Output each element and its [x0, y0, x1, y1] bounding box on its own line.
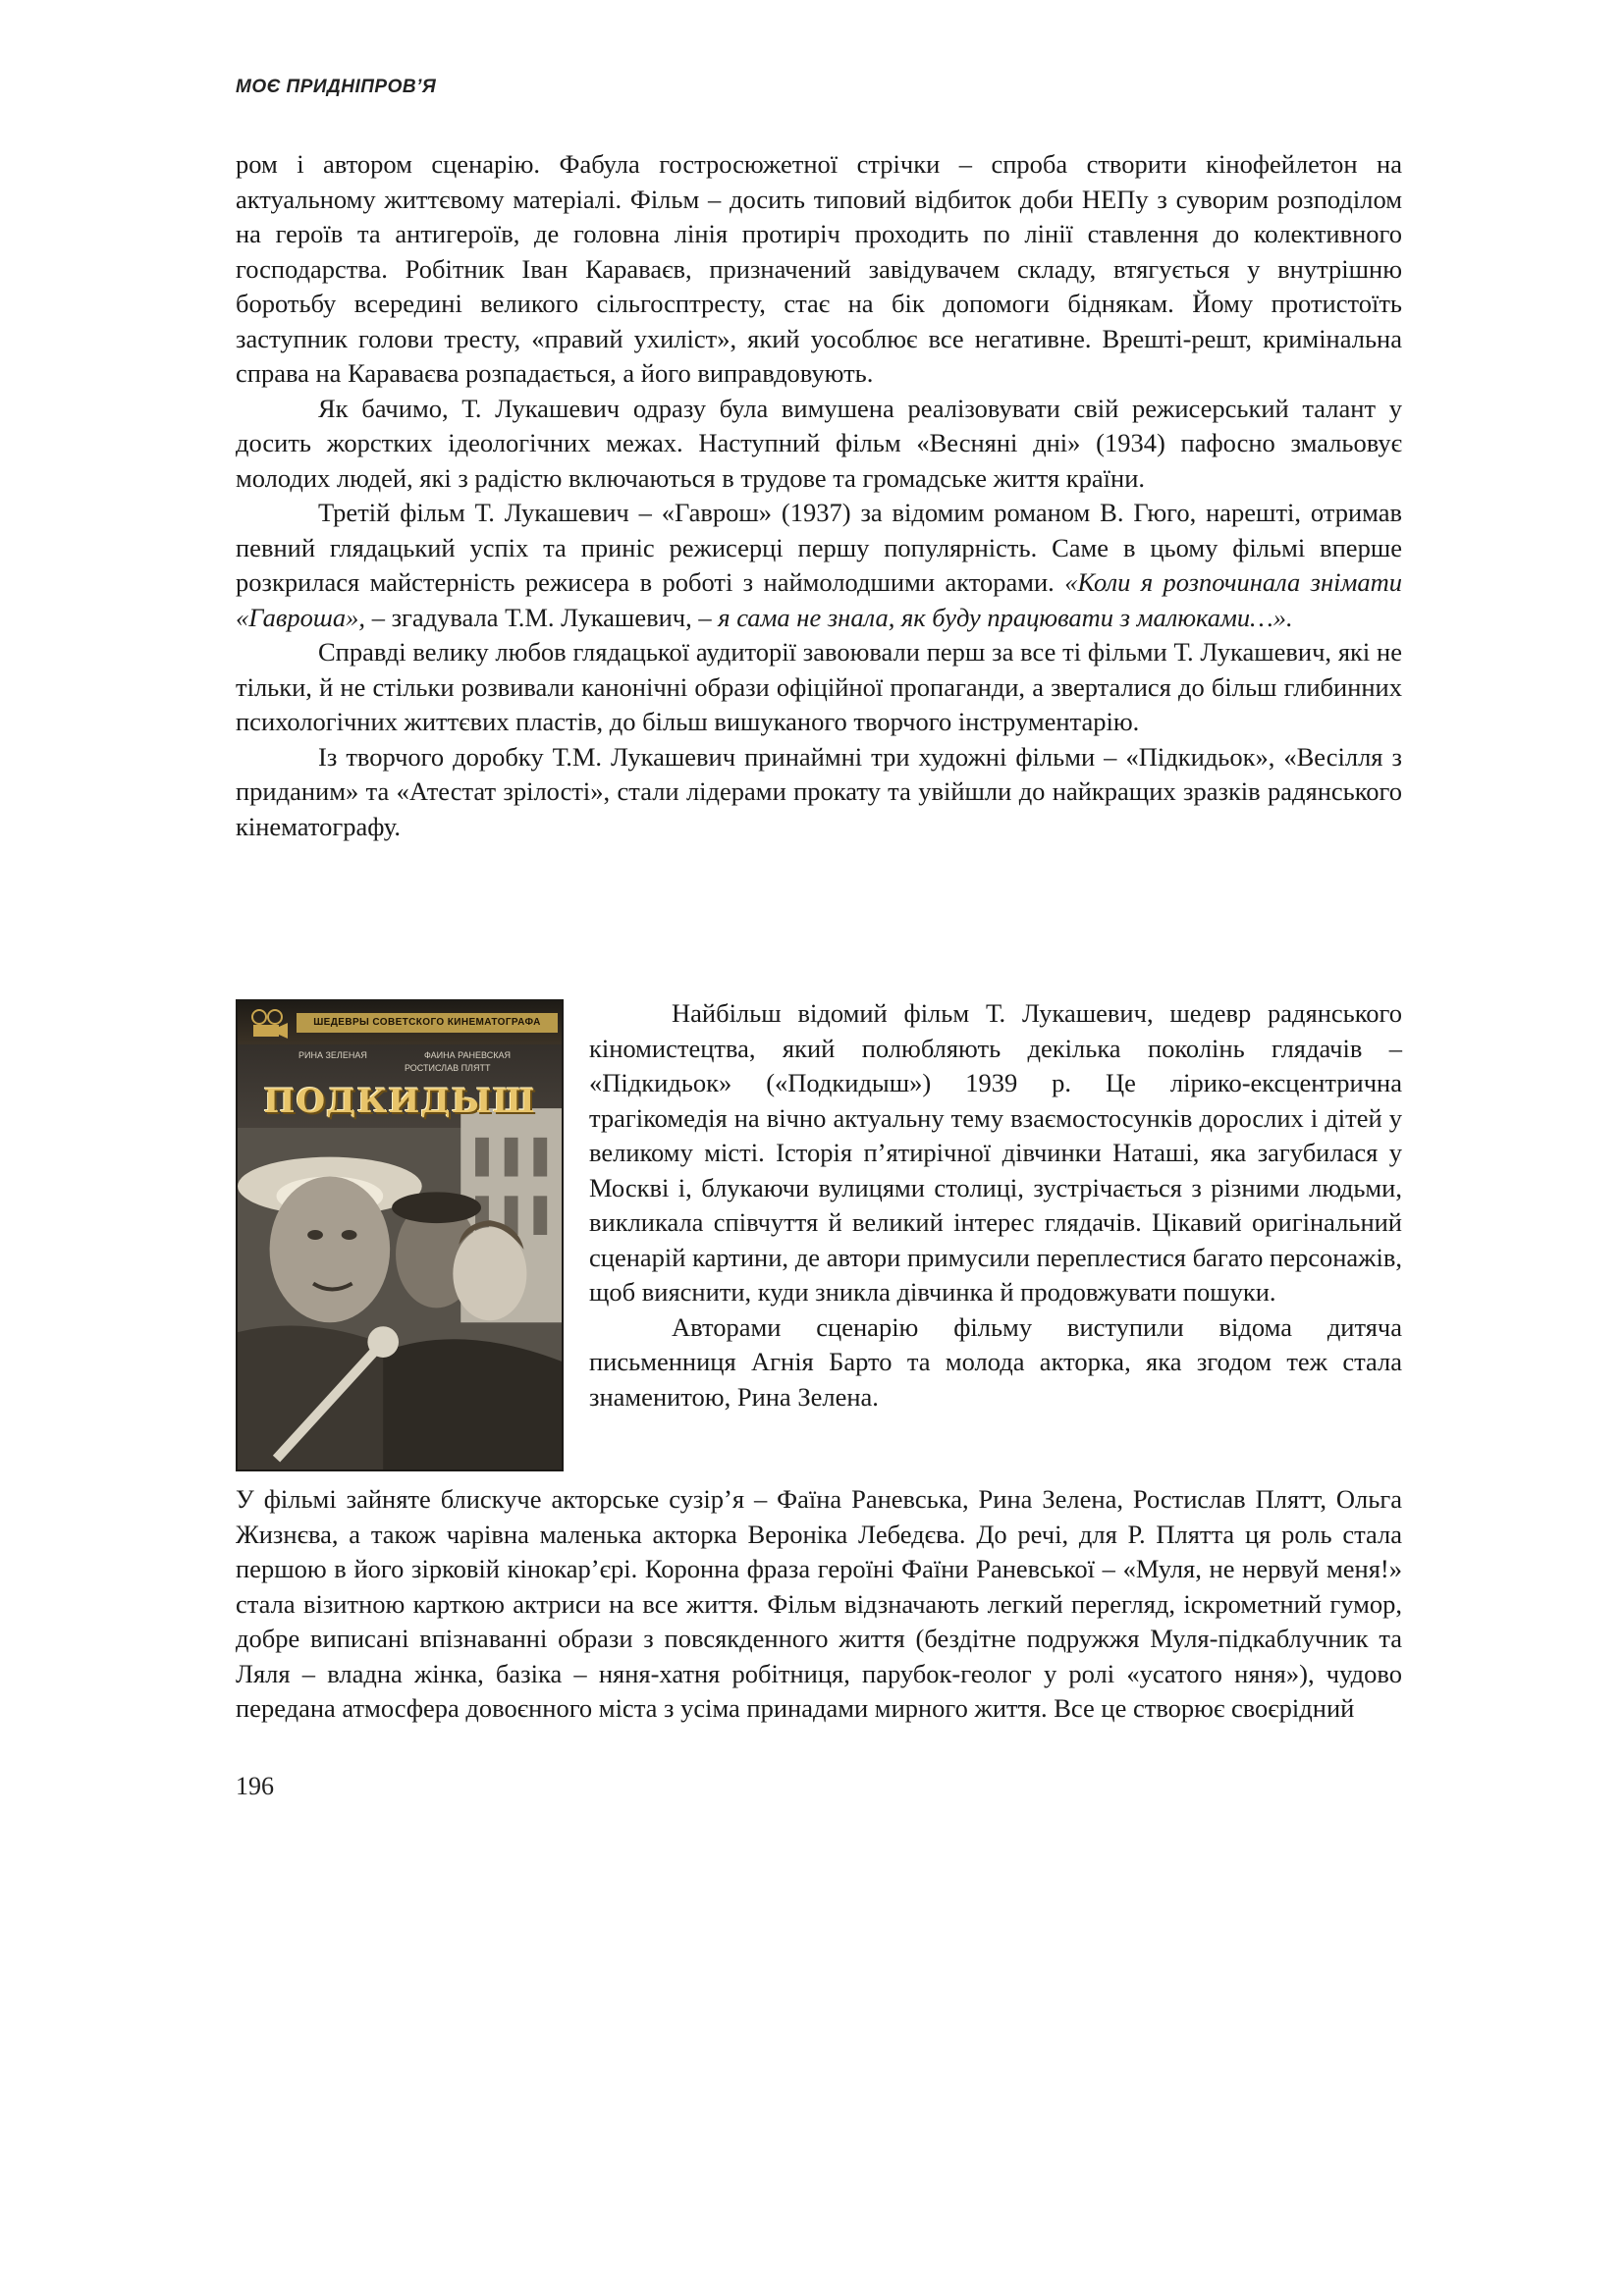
body-text-beside-poster: [589, 996, 1402, 1415]
gavrosh-quote-2: я сама не знала, як буду працювати з малюками…».: [718, 602, 1293, 632]
paragraph-cast: У фільмі зайняте блискуче акторське сузір’я – Фаїна Раневська, Рина Зелена, Ростислав Плятт, Ольга Жизнєва, а також чарівна маленька акторка Вероніка Лебедєва. До речі, для Р. Плятта ця роль стала першою в його зірковій кінокар’єрі. Коронна фраза героїні Фаїни Раневської – «Муля, не нервуй меня!» стала візитною карткою актриси на все життя. Фільм відзначають легкий перегляд, іскрометний гумор, добре виписані впізнаванні образи з повсякденного життя (бездітне подружжя Муля-підкаблучник та Ляля – владна жінка, базіка – няня-хатня робітниця, парубок-геолог у ролі «усатого няня»), чудово передана атмосфера довоєнного міста з усіма принадами мирного життя. Все це створює своєрідний: [236, 1484, 1402, 1723]
paragraph-three-films: Із творчого доробку Т.М. Лукашевич принаймні три художні фільми – «Підкидьок», «Весілля з приданим» та «Атестат зрілості», стали лідерами прокату та увійшли до найкращих зразків радянського кінематографу.: [236, 741, 1402, 841]
poster-actor-3: РОСТИСЛАВ ПЛЯТТ: [405, 1063, 491, 1073]
gavrosh-mid: – згадувала Т.М. Лукашевич, –: [371, 602, 712, 632]
poster-title: ПОДКИДЫШ: [263, 1082, 536, 1121]
poster-series-banner: ШЕДЕВРЫ СОВЕТСКОГО КИНЕМАТОГРАФА: [297, 1013, 558, 1033]
paragraph-screenwriters: Авторами сценарію фільму виступили відома дитяча письменниця Агнія Барто та молода акторка, яка згодом теж стала знаменитою, Рина Зелена.: [589, 1311, 1402, 1412]
paragraph-ideology: Як бачимо, Т. Лукашевич одразу була вимушена реалізовувати свій режисерський талант у досить жорстких ідеологічних межах. Наступний фільм «Весняні дні» (1934) пафосно змальовує молодих людей, які з радістю включаються в трудове та громадське життя країни.: [236, 393, 1402, 493]
poster-actor-1: РИНА ЗЕЛЕНАЯ: [298, 1050, 367, 1060]
paragraph-audience-love: Справді велику любов глядацької аудиторії завоювали перш за все ті фільми Т. Лукашевич, які не тільки, й не стільки розвивали канонічні образи офіційної пропаганди, а зверталися до більш глибинних психологічних життєвих пластів, до більш вишуканого творчого інструментарію.: [236, 637, 1402, 736]
body-text-bottom: [236, 1482, 1402, 1727]
film-poster: [236, 999, 564, 1471]
page-number: 196: [236, 1772, 274, 1800]
film-camera-icon: [249, 1009, 289, 1041]
paragraph-gavrosh: [236, 496, 1402, 635]
poster-actor-2: ФАИНА РАНЕВСКАЯ: [424, 1050, 511, 1060]
paragraph-film-plot: ром і автором сценарію. Фабула гостросюжетної стрічки – спроба створити кінофейлетон на актуальному життєвому матеріалі. Фільм – досить типовий відбиток доби НЕПу з суворим розподілом на героїв та антигероїв, де головна лінія протиріч проходить по лінії ставлення до колективного господарства. Робітник Іван Караваєв, призначений завідувачем складу, втягується у внутрішню боротьбу всередині великого сільгосптресту, стає на бік допомоги біднякам. Йому протистоїть заступник голови тресту, «правий ухиліст», який уособлює все негативне. Врешті-решт, кримінальна справа на Караваєва розпадається, а його виправдовують.: [236, 149, 1402, 388]
running-header: МОЄ ПРИДНІПРОВ’Я: [236, 77, 437, 97]
paragraph-podkydysh: Найбільш відомий фільм Т. Лукашевич, шедевр радянського кіномистецтва, який полюбляють декілька поколінь глядачів – «Підкидьок» («Подкидыш») 1939 р. Це лірико-ексцентрична трагікомедія на вічно актуальну тему взаємостосунків дорослих і дітей у великому місті. Історія п’ятирічної дівчинки Наташі, яка загубилася у Москві і, блукаючи вулицями столиці, зустрічається з різними людьми, викликала співчуття й великий інтерес глядачів. Цікавий оригінальний сценарій картини, де автори примусили переплестися багато персонажів, щоб вияснити, куди зникла дівчинка й продовжувати пошуки.: [589, 998, 1402, 1307]
body-text-top: [236, 147, 1402, 844]
gavrosh-quote-1: «Коли я розпочинала знімати «Гавроша»,: [236, 567, 1403, 632]
poster-artwork: [238, 1001, 562, 1469]
gavrosh-lead: Третій фільм Т. Лукашевич – «Гаврош» (1937) за відомим романом В. Гюго, нарешті, отримав певний глядацький успіх та приніс режисерці першу популярність. Саме в цьому фільмі вперше розкрилася майстерність режисера в роботі з наймолодшими акторами.: [236, 498, 1402, 597]
